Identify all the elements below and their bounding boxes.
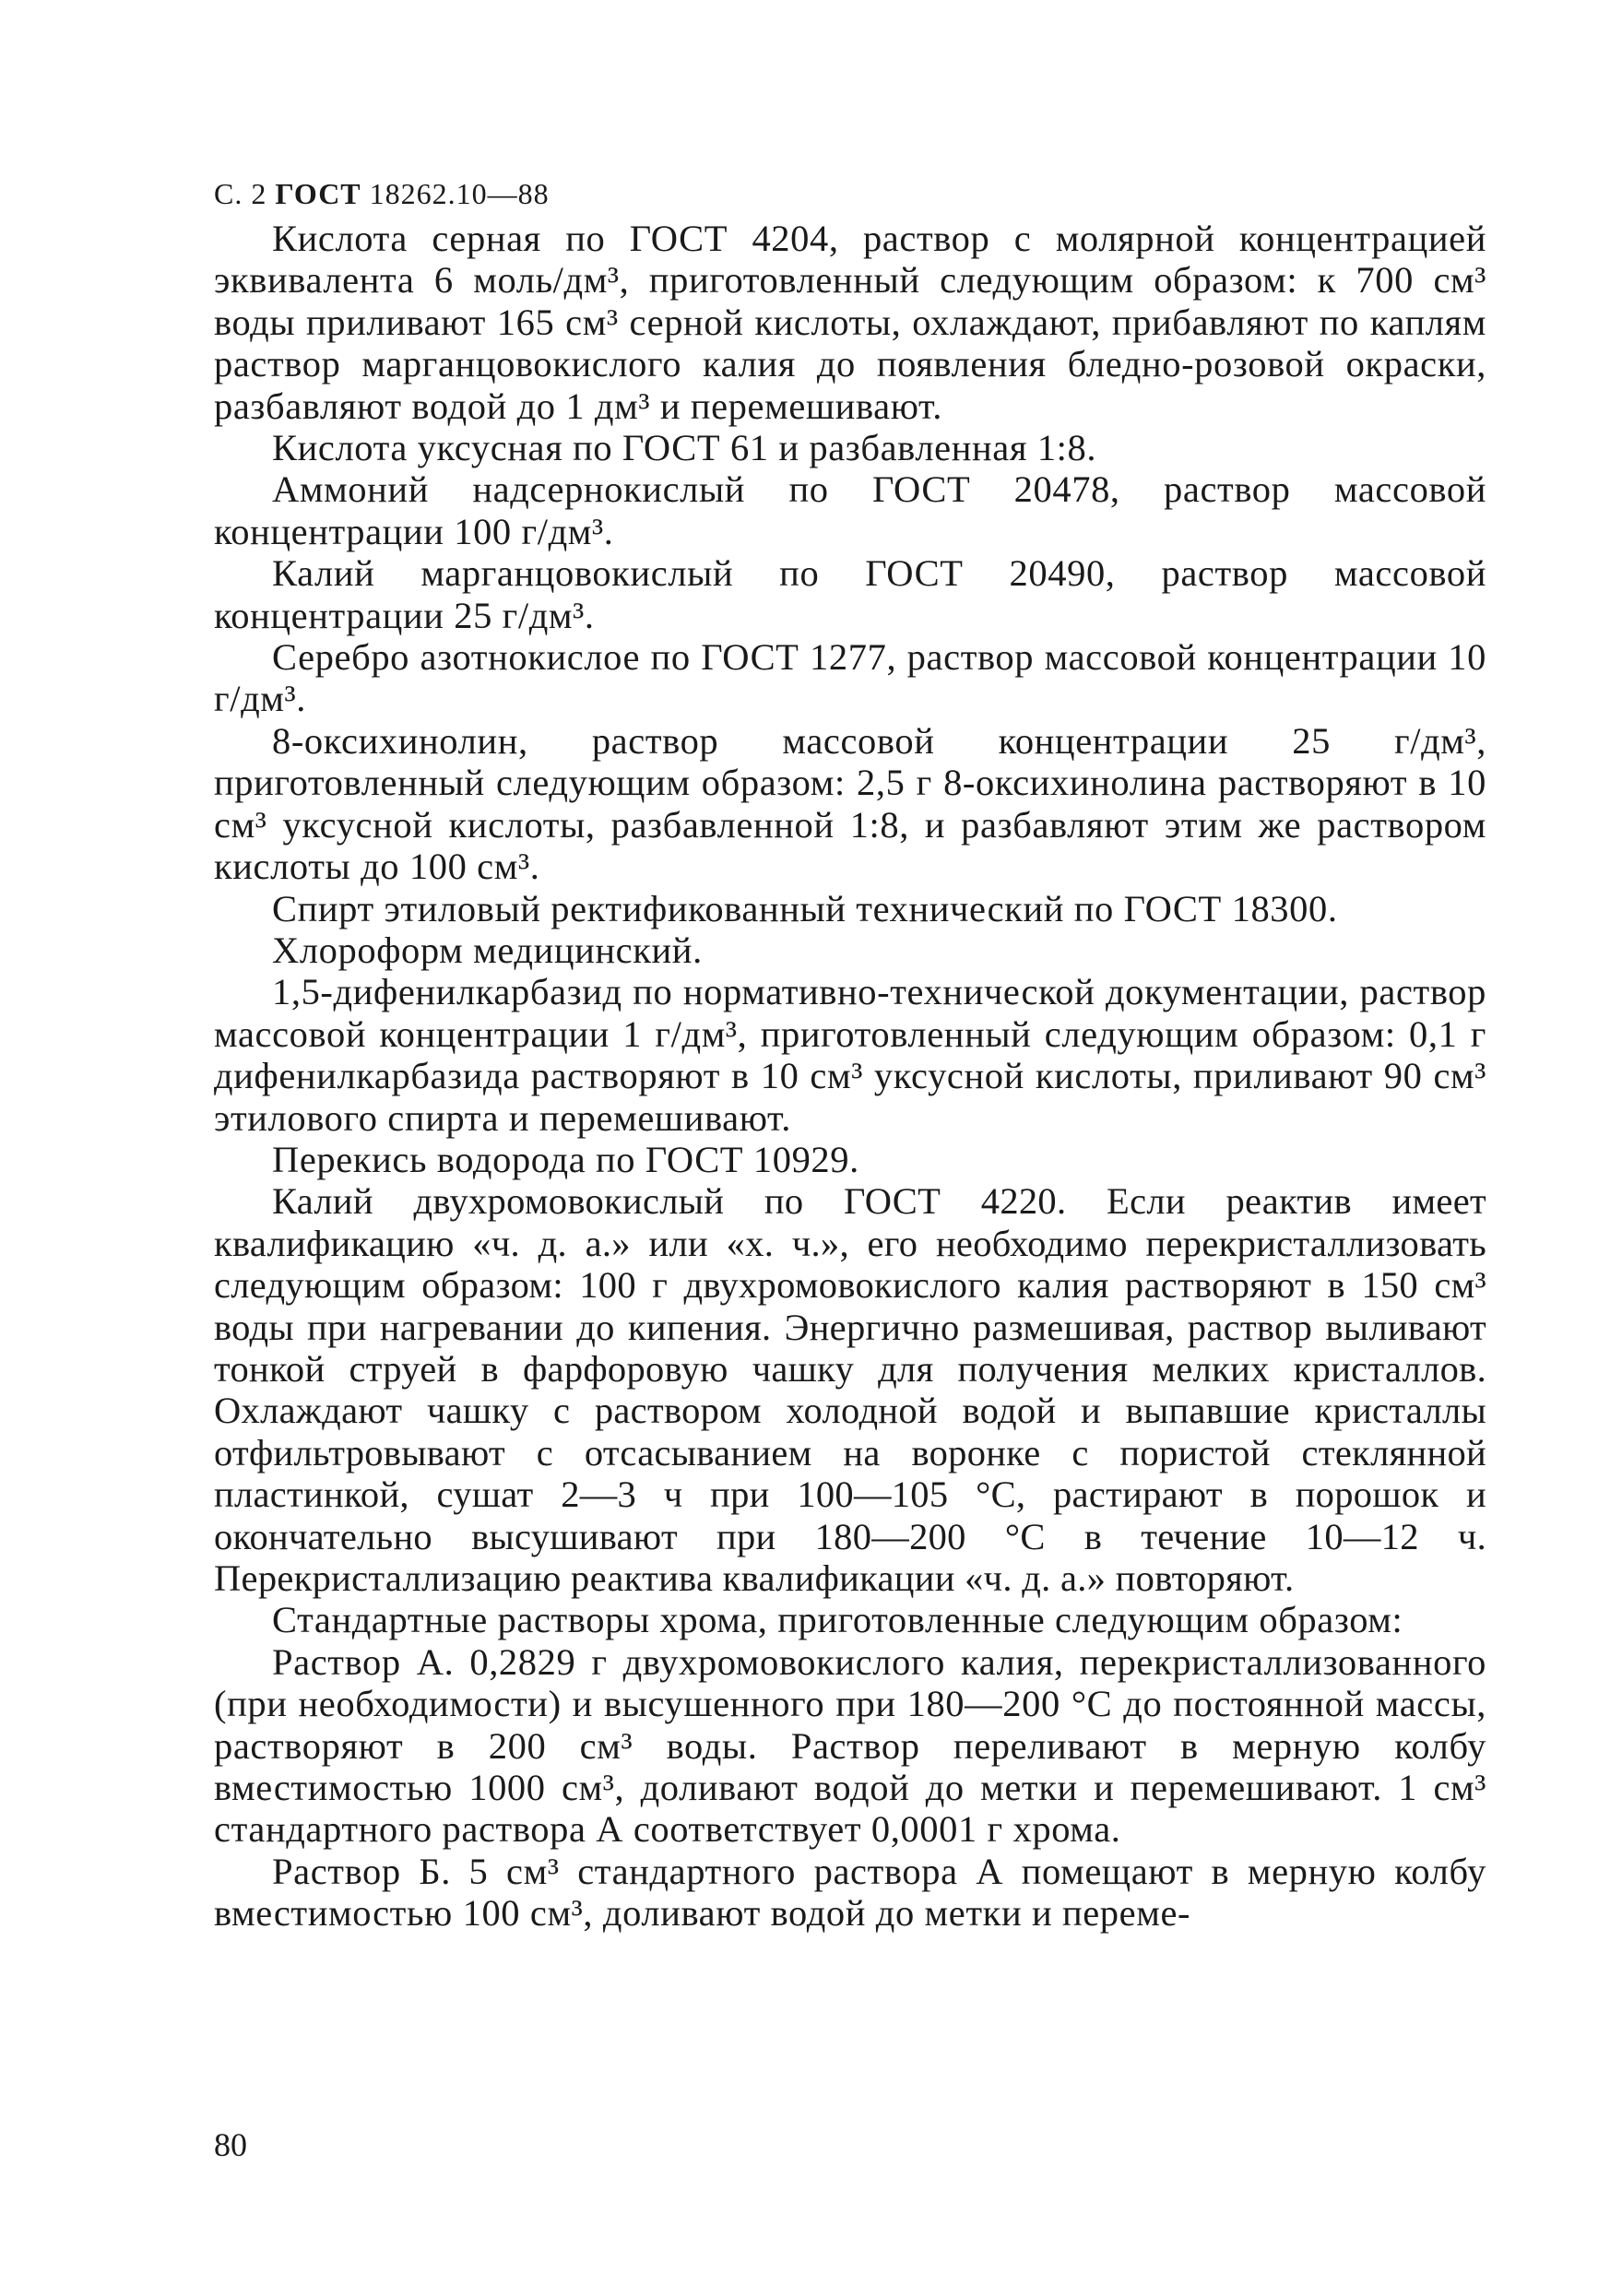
paragraph-acetic-acid: Кислота уксусная по ГОСТ 61 и разбавленная 1:8. (272, 427, 1097, 469)
page-body (214, 175, 1486, 1935)
paragraph-hydrogen-peroxide: Перекись водорода по ГОСТ 10929. (272, 1138, 859, 1180)
paragraph-chloroform: Хлороформ медицинский. (272, 929, 703, 971)
paragraph-ethyl-alcohol: Спирт этиловый ректификованный технический по ГОСТ 18300. (272, 887, 1338, 929)
standard-number: 18262.10—88 (369, 177, 550, 210)
paragraph-potassium-dichromate: Калий двухромовокислый по ГОСТ 4220. Если реактив имеет квалификацию «ч. д. а.» или «х. ч.», его необходимо перекристаллизовать следующим образом: 100 г двухромовокислого калия растворяют в 150 см³ воды при нагревании до кипения. Энергично размешивая, раствор выливают тонкой струей в фарфоровую чашку для получения мелких кристаллов. Охлаждают чашку с раствором холодной водой и выпавшие кристаллы отфильтровывают с отсасыванием на воронке с пористой стеклянной пластинкой, сушат 2—3 ч при 100—105 °С, растирают в порошок и окончательно высушивают при 180—200 °С в течение 10—12 ч. Перекристаллизацию реактива квалификации «ч. д. а.» повторяют. (214, 1180, 1486, 1599)
page-number: 80 (214, 2126, 247, 2163)
page-header (214, 175, 1486, 212)
paragraph-standard-solutions: Стандартные растворы хрома, приготовленные следующим образом: (272, 1599, 1403, 1641)
page-label: С. 2 (214, 177, 267, 210)
paragraph-sulfuric-acid: Кислота серная по ГОСТ 4204, раствор с молярной концентрацией эквивалента 6 моль/дм³, приготовленный следующим образом: к 700 см³ воды приливают 165 см³ серной кислоты, охлаждают, прибавляют по каплям раствор марганцовокислого калия до появления бледно-розовой окраски, разбавляют водой до 1 дм³ и перемешивают. (214, 218, 1486, 427)
standard-label: ГОСТ (275, 177, 361, 210)
paragraph-oxyquinoline: 8-оксихинолин, раствор массовой концентрации 25 г/дм³, приготовленный следующим образом: 2,5 г 8-оксихинолина растворяют в 10 см³ уксусной кислоты, разбавленной 1:8, и разбавляют этим же раствором кислоты до 100 см³. (214, 719, 1486, 888)
paragraph-diphenylcarbazide: 1,5-дифенилкарбазид по нормативно-технической документации, раствор массовой концентрации 1 г/дм³, приготовленный следующим образом: 0,1 г дифенилкарбазида растворяют в 10 см³ уксусной кислоты, приливают 90 см³ этилового спирта и перемешивают. (214, 971, 1486, 1139)
paragraph-silver-nitrate: Серебро азотнокислое по ГОСТ 1277, раствор массовой концентрации 10 г/дм³. (214, 636, 1486, 720)
paragraph-ammonium-persulfate: Аммоний надсернокислый по ГОСТ 20478, раствор массовой концентрации 100 г/дм³. (214, 468, 1486, 552)
paragraph-solution-b: Раствор Б. 5 см³ стандартного раствора А помещают в мерную колбу вместимостью 100 см³, доливают водой до метки и переме- (214, 1850, 1486, 1935)
paragraph-solution-a: Раствор А. 0,2829 г двухромовокислого калия, перекристаллизованного (при необходимости) и высушенного при 180—200 °С до постоянной массы, растворяют в 200 см³ воды. Раствор переливают в мерную колбу вместимостью 1000 см³, доливают водой до метки и перемешивают. 1 см³ стандартного раствора А соответствует 0,0001 г хрома. (214, 1640, 1486, 1851)
paragraph-potassium-permanganate: Калий марганцовокислый по ГОСТ 20490, раствор массовой концентрации 25 г/дм³. (214, 552, 1486, 636)
